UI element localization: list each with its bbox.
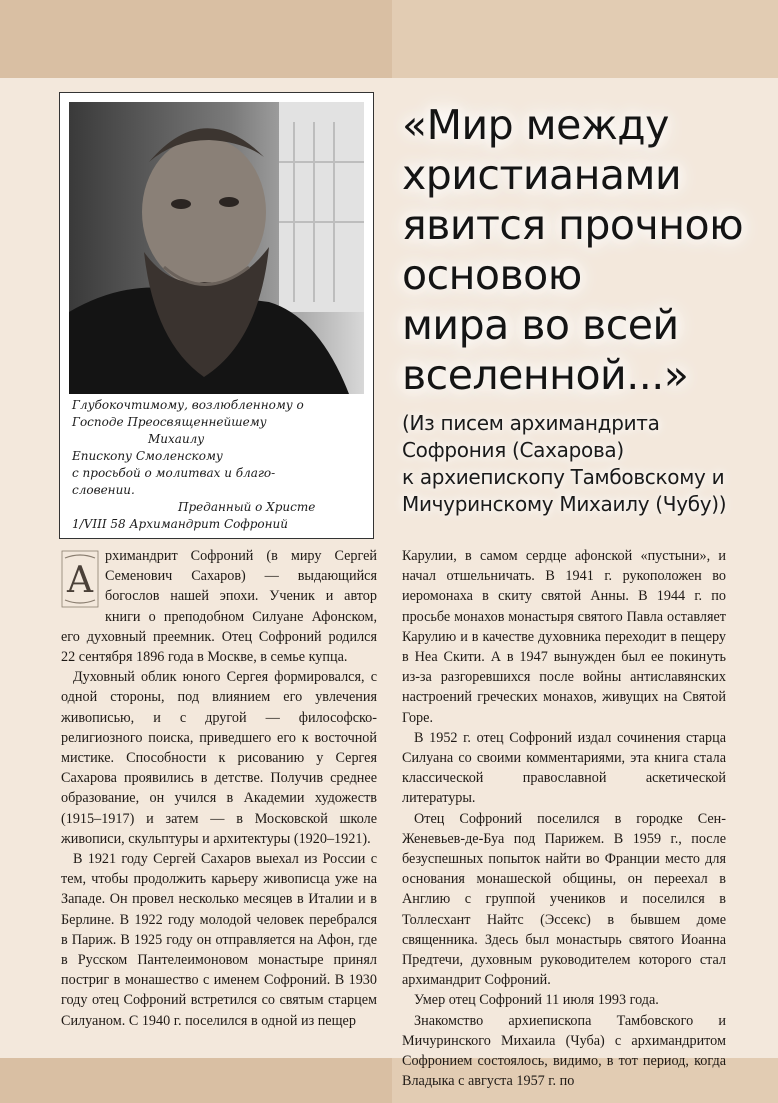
paragraph: Духовный облик юного Сергея формировался, с одной стороны, под влиянием его увлечения живописью, и с другой — философско-религиозного поиска, приведшего его к восточной мистике. Способности к рисованию у Сергея Сахарова проявились в детстве. Получив среднее образование, он учился в Академии художеств (1915–1917) и затем — в Московской школе живописи, скульптуры и архитектуры (1920–1921).	[61, 669, 377, 847]
autograph-line: Преданный о Христе	[178, 500, 316, 514]
paragraph: В 1921 году Сергей Сахаров выехал из России с тем, чтобы продолжить карьеру живописца уже на Западе. Он провел несколько месяцев в Италии и в Берлине. В 1922 году молодой человек перебрался в Париж. В 1925 году он отправляется на Афон, где в Русском Пантелеимоновом монастыре принял постриг в монашество с именем Софроний. В 1930 году отец Софроний встретился со святым старцем Силуаном. С 1940 г. поселился в одной из пещер	[61, 851, 377, 1029]
paragraph: Карулии, в самом сердце афонской «пустыни», и начал отшельничать. В 1941 г. рукоположен во иеромонаха в скиту святой Анны. В 1944 г. по просьбе монахов монастыря святого Павла оставляет Карулию и в качестве духовника переходит в пещеру в Неа Скити. А в 1947 вынужден был ее покинуть из-за разгоревшихся после войны антиславянских настроений греческих монахов, живущих на Святой Горе.	[402, 548, 726, 726]
paragraph: Умер отец Софроний 11 июля 1993 года.	[414, 992, 659, 1009]
headline-line: «Мир между	[402, 101, 669, 149]
autograph-line: Господе Преосвященнейшему	[72, 415, 267, 429]
body-column-right	[402, 546, 726, 1091]
autograph-line: Михаилу	[148, 432, 205, 446]
subhead-line: к архиепископу Тамбовскому и	[402, 465, 725, 489]
photo-card	[59, 92, 374, 539]
paragraph: Знакомство архиепископа Тамбовского и Мичуринского Михаила (Чуба) с архимандритом Софронием состоялось, видимо, в тот период, когда Владыка с августа 1957 г. по	[402, 1012, 726, 1090]
svg-text:А: А	[66, 560, 94, 601]
top-band	[0, 0, 778, 78]
headline-line: вселенной...»	[402, 351, 689, 399]
dropcap-letter	[61, 550, 99, 608]
paragraph	[61, 546, 377, 667]
paragraph: В 1952 г. отец Софроний издал сочинения старца Силуана со своими комментариями, эта книга стала классической православной аскетической литературы.	[402, 729, 726, 807]
paragraph-text: рхимандрит Софроний (в миру Сергей Семенович Сахаров) — выдающийся богослов нашей эпохи. Ученик и автор книги о преподобном Силуане Афонском, его духовный преемник. Отец Софроний родился 22 сентября 1896 года в Москве, в семье купца.	[61, 548, 377, 666]
autograph-inscription	[68, 393, 366, 533]
subhead-line: Софрония (Сахарова)	[402, 438, 624, 462]
headline-line: мира во всей	[402, 301, 679, 349]
article-subheading	[402, 410, 772, 518]
autograph-line: словении.	[72, 483, 135, 497]
article-headline	[402, 100, 762, 400]
subhead-line: (Из писем архимандрита	[402, 411, 660, 435]
autograph-line: Глубокочтимому, возлюбленному о	[72, 398, 304, 412]
headline-line: основою	[402, 251, 582, 299]
portrait-photo	[69, 102, 364, 394]
subhead-line: Мичуринскому Михаилу (Чубу))	[402, 492, 727, 516]
headline-line: христианами	[402, 151, 682, 199]
paragraph: Отец Софроний поселился в городке Сен-Женевьев-де-Буа под Парижем. В 1959 г., после безуспешных попыток найти во Франции место для основания монашеской общины, он переехал в Англию с группой учеников и поселился в Толлесхант Найтс (Эссекс) в бывшем доме священника. Здесь был монастырь святого Иоанна Предтечи, духовным руководителем которого стал архимандрит Софроний.	[402, 810, 726, 989]
autograph-line: Епископу Смоленскому	[72, 449, 223, 463]
body-column-left	[61, 546, 377, 1031]
headline-line: явится прочною	[402, 201, 744, 249]
autograph-line: с просьбой о молитвах и благо-	[72, 466, 276, 480]
autograph-line: 1/VIII 58 Архимандрит Софроний	[72, 517, 289, 531]
